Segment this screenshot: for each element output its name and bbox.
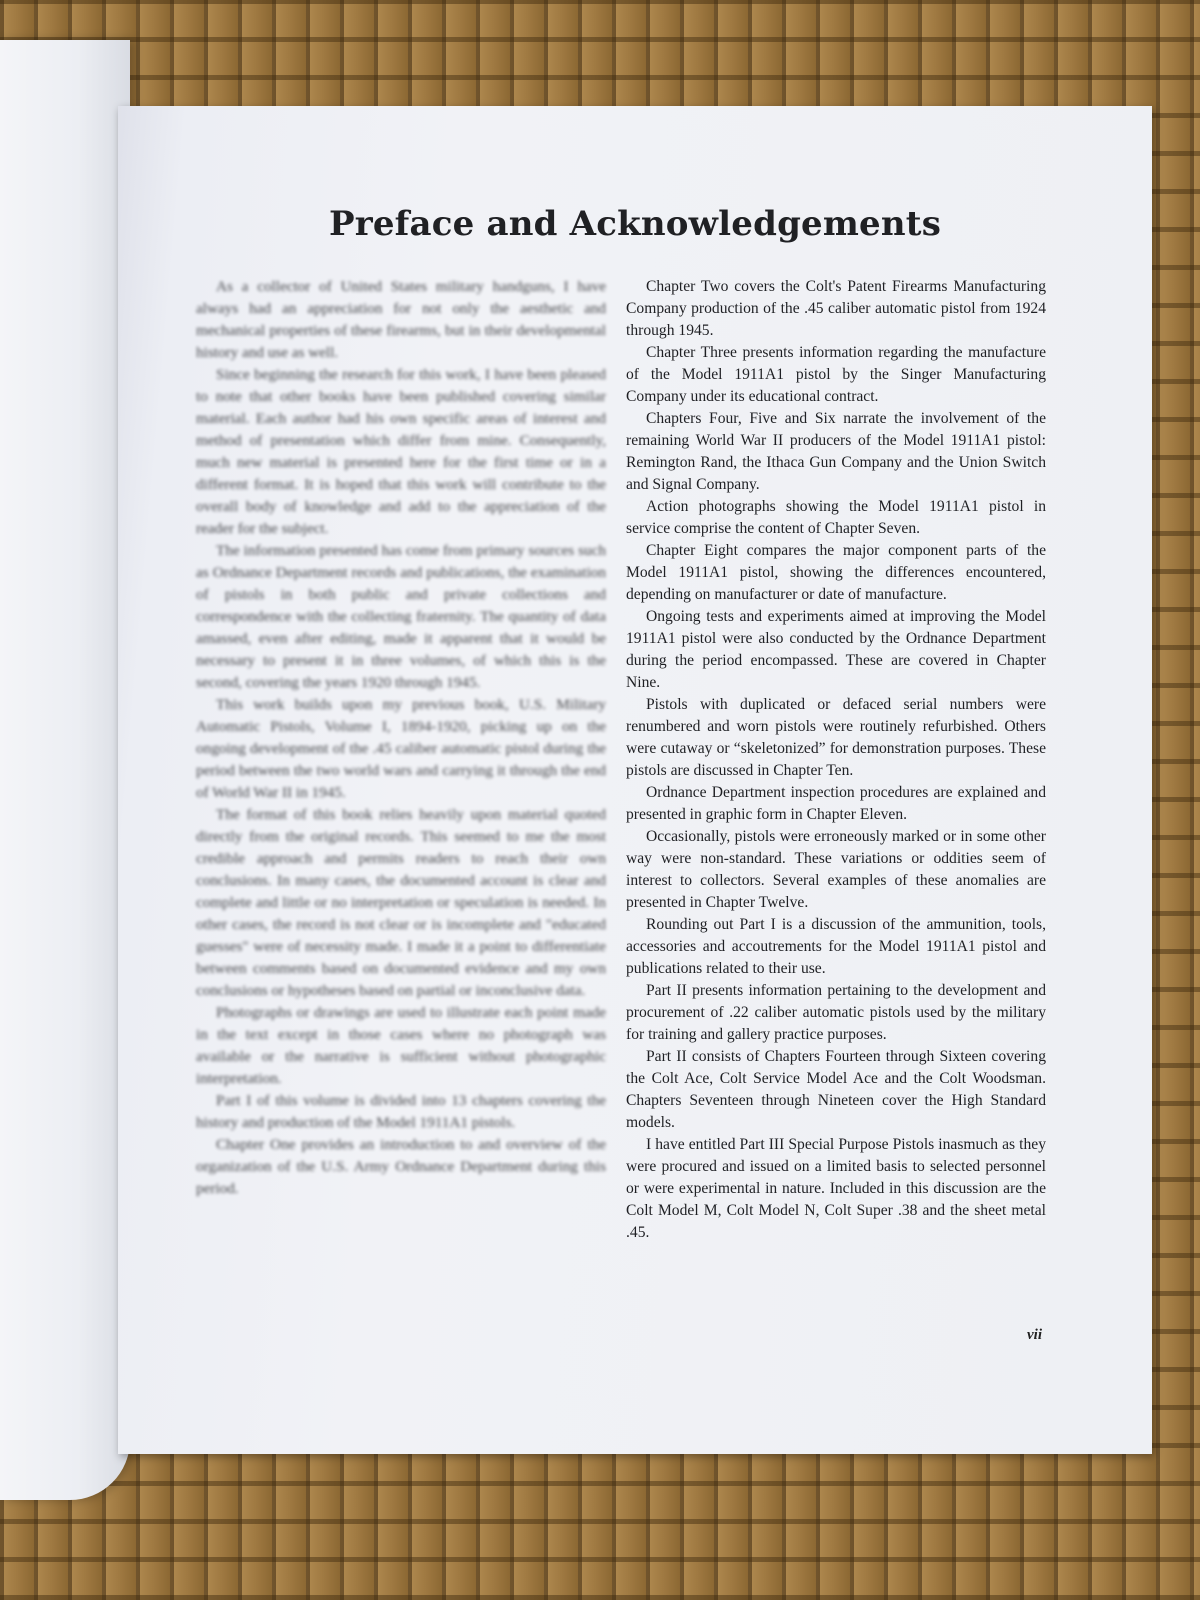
paragraph: Pistols with duplicated or defaced serial numbers were renumbered and worn pistols were routinely refurbished. Others were cutaway or “skeletonized” for demonstration purposes. These pistols are discussed in Chapter Ten. [626, 696, 1046, 779]
paragraph: This work builds upon my previous book, U.S. Military Automatic Pistols, Volume I, 1894-1920, picking up on the ongoing development of the .45 caliber automatic pistol during the period between the two world wars and carrying it through the end of World War II in 1945. [196, 696, 606, 801]
paragraph: Chapter One provides an introduction to and overview of the organization of the U.S. Army Ordnance Department during this period. [196, 1136, 606, 1197]
paragraph: Part II presents information pertaining to the development and procurement of .22 caliber automatic pistols used by the military for training and gallery practice purposes. [626, 982, 1046, 1043]
paragraph: Chapters Four, Five and Six narrate the involvement of the remaining World War II producers of the Model 1911A1 pistol: Remington Rand, the Ithaca Gun Company and the Union Switch and Signal Company. [626, 410, 1046, 493]
paragraph: Ordnance Department inspection procedures are explained and presented in graphic form in Chapter Eleven. [626, 784, 1046, 823]
page-title: Preface and Acknowledgements [328, 204, 942, 244]
left-text-column [196, 276, 606, 1200]
right-text-column [626, 276, 1046, 1244]
paragraph: Ongoing tests and experiments aimed at improving the Model 1911A1 pistol were also conducted by the Ordnance Department during the period encompassed. These are covered in Chapter Nine. [626, 608, 1046, 691]
paragraph: Chapter Eight compares the major component parts of the Model 1911A1 pistol, showing the differences encountered, depending on manufacturer or date of manufacture. [626, 542, 1046, 603]
facing-page-edge [0, 40, 130, 1500]
paragraph: Rounding out Part I is a discussion of the ammunition, tools, accessories and accoutrements for the Model 1911A1 pistol and publications related to their use. [626, 916, 1046, 977]
paragraph: The information presented has come from primary sources such as Ordnance Department records and publications, the examination of pistols in both public and private collections and correspondence with the collecting fraternity. The quantity of data amassed, even after editing, made it apparent that it would be necessary to present it in three volumes, of which this is the second, covering the years 1920 through 1945. [196, 542, 606, 691]
page-number: vii [1027, 1327, 1042, 1343]
paragraph: Since beginning the research for this work, I have been pleased to note that other books have been published covering similar material. Each author had his own specific areas of interest and method of presentation which differ from mine. Consequently, much new material is presented here for the first time or in a different format. It is hoped that this work will contribute to the overall body of knowledge and add to the appreciation of the reader for the subject. [196, 366, 606, 537]
paragraph: Chapter Two covers the Colt's Patent Firearms Manufacturing Company production of the .45 caliber automatic pistol from 1924 through 1945. [626, 278, 1046, 339]
paragraph: The format of this book relies heavily upon material quoted directly from the original records. This seemed to me the most credible approach and permits readers to reach their own conclusions. In many cases, the documented account is clear and complete and little or no interpretation or speculation is needed. In other cases, the record is not clear or is incomplete and "educated guesses" were of necessity made. I made it a point to differentiate between comments based on documented evidence and my own conclusions or hypotheses based on partial or inconclusive data. [196, 806, 606, 999]
book-page [118, 106, 1152, 1454]
paragraph: Action photographs showing the Model 1911A1 pistol in service comprise the content of Chapter Seven. [626, 498, 1046, 537]
paragraph: Part II consists of Chapters Fourteen through Sixteen covering the Colt Ace, Colt Service Model Ace and the Colt Woodsman. Chapters Seventeen through Nineteen cover the High Standard models. [626, 1048, 1046, 1131]
paragraph: Part I of this volume is divided into 13 chapters covering the history and production of the Model 1911A1 pistols. [196, 1092, 606, 1131]
paragraph: I have entitled Part III Special Purpose Pistols inasmuch as they were procured and issued on a limited basis to selected personnel or were experimental in nature. Included in this discussion are the Colt Model M, Colt Model N, Colt Super .38 and the sheet metal .45. [626, 1136, 1046, 1241]
paragraph: As a collector of United States military handguns, I have always had an appreciation for not only the aesthetic and mechanical properties of these firearms, but in their developmental history and use as well. [196, 278, 606, 361]
paragraph: Photographs or drawings are used to illustrate each point made in the text except in those cases where no photograph was available or the narrative is sufficient without photographic interpretation. [196, 1004, 606, 1087]
paragraph: Chapter Three presents information regarding the manufacture of the Model 1911A1 pistol by the Singer Manufacturing Company under its educational contract. [626, 344, 1046, 405]
paragraph: Occasionally, pistols were erroneously marked or in some other way were non-standard. These variations or oddities seem of interest to collectors. Several examples of these anomalies are presented in Chapter Twelve. [626, 828, 1046, 911]
